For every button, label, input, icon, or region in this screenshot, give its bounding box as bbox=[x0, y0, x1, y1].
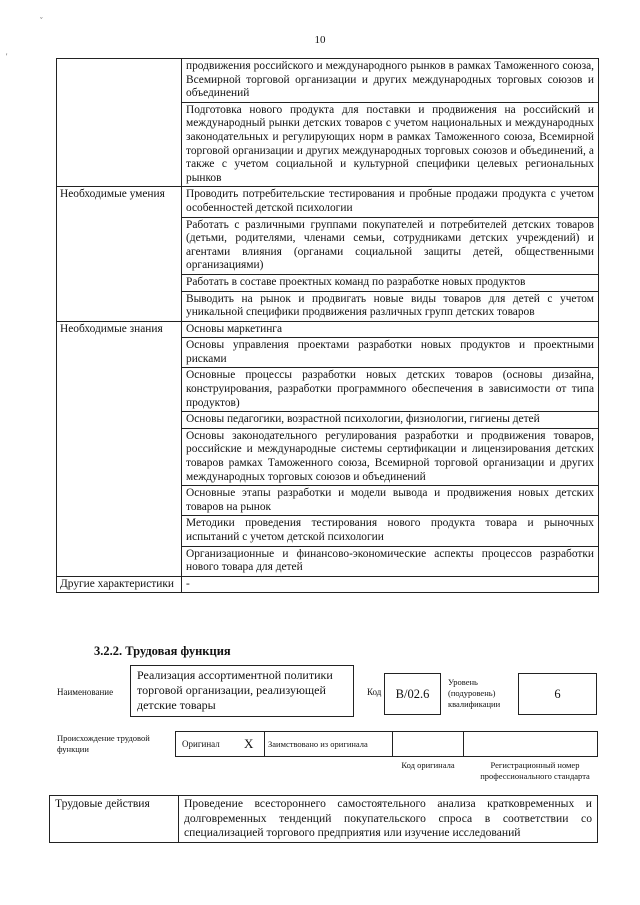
origin-row bbox=[175, 731, 598, 757]
reg-number-caption: Регистрационный номер профессионального стандарта bbox=[480, 760, 590, 781]
level-label: Уровень (подуровень) квалификации bbox=[448, 677, 501, 709]
skills-label: Необходимые умения bbox=[57, 187, 182, 321]
level-box bbox=[518, 673, 597, 715]
labor-actions-table bbox=[49, 795, 598, 843]
other-value: - bbox=[182, 576, 599, 593]
table-cell: Основы законодательного регулирования разработки и продвижения товаров, российские и международные системы сертификации и лицензирования детских товаров рамках Таможенного союза, Всемирной торговой организации и других международных торговых союзов и объединений bbox=[182, 428, 599, 485]
function-name-value: Реализация ассортиментной политики торговой организации, реализующей детские товары bbox=[137, 668, 333, 712]
code-label: Код bbox=[367, 687, 382, 697]
table-row bbox=[57, 576, 599, 593]
code-original-caption: Код оригинала bbox=[401, 760, 455, 770]
code-value: В/02.6 bbox=[395, 687, 430, 701]
table-cell: Основные этапы разработки и модели вывода и продвижения новых детских товаров на рынок bbox=[182, 486, 599, 516]
table-cell: Основы маркетинга bbox=[182, 321, 599, 338]
page-number: 10 bbox=[314, 34, 326, 46]
borrowed-cell bbox=[264, 732, 393, 756]
original-cell bbox=[176, 732, 265, 756]
table-cell: Проводить потребительские тестирования и пробные продажи продукта с учетом особенностей детской психологии bbox=[182, 187, 599, 217]
function-name-box bbox=[130, 665, 354, 717]
original-mark: X bbox=[244, 736, 254, 751]
scan-mark-top: ˇ bbox=[40, 16, 43, 25]
table-cell: Выводить на рынок и продвигать новые виды товаров для детей с учетом уникальной специфики продвижения различных групп детских товаров bbox=[182, 291, 599, 321]
table-cell: Основные процессы разработки новых детских товаров (основы дизайна, конструирования, разработки программного обеспечения в зависимости от типа продуктов) bbox=[182, 368, 599, 412]
table-row bbox=[57, 321, 599, 338]
original-label: Оригинал bbox=[182, 739, 220, 749]
level-value: 6 bbox=[554, 687, 561, 701]
table-cell: Основы управления проектами разработки новых продуктов и проектными рисками bbox=[182, 338, 599, 368]
table-cell: Основы педагогики, возрастной психологии, физиологии, гигиены детей bbox=[182, 412, 599, 429]
actions-text: Проведение всестороннего самостоятельного анализа кратковременных и долговременных тенденций покупательского спроса в соответствии со специализацией торгового предприятия или изучение исследований bbox=[179, 796, 598, 843]
table-row bbox=[57, 59, 599, 103]
other-label: Другие характеристики bbox=[57, 576, 182, 593]
table-row bbox=[50, 796, 598, 843]
table-row bbox=[57, 187, 599, 217]
table-cell: Методики проведения тестирования нового продукта товара и рыночных испытаний с учетом детской психологии bbox=[182, 516, 599, 546]
code-box bbox=[384, 673, 441, 715]
origin-label: Происхождение трудовой функции bbox=[57, 733, 150, 754]
skills-knowledge-table bbox=[56, 58, 599, 593]
borrowed-label: Заимствовано из оригинала bbox=[268, 739, 368, 749]
actions-label: Трудовые действия bbox=[50, 796, 179, 843]
table-cell: продвижения российского и международного рынков в рамках Таможенного союза, Всемирной торговой организации и других международных торговых союзов и объединений bbox=[182, 59, 599, 103]
table-cell: Работать в составе проектных команд по разработке новых продуктов bbox=[182, 274, 599, 291]
section-title: 3.2.2. Трудовая функция bbox=[94, 644, 231, 658]
table-cell: Организационные и финансово-экономические аспекты процессов разработки нового товара для детей bbox=[182, 546, 599, 576]
empty-label-cell bbox=[57, 59, 182, 187]
scan-mark-left: ' bbox=[6, 52, 8, 61]
knowledge-label: Необходимые знания bbox=[57, 321, 182, 576]
table-cell: Работать с различными группами покупателей и потребителей детских товаров (детьми, родителями, членами семьи, сотрудниками детских учреждений) и агентами влияния (органами социальной защиты детей, общественными организациями) bbox=[182, 217, 599, 274]
table-cell: Подготовка нового продукта для поставки и продвижения на российский и международный рынки детских товаров с учетом национальных и международных законодательных и регулирующих норм в рамках Таможенного союза, Всемирной торговой организации и других международных торговых союзов и объединений, а также с учетом социальной и культурной специфики целевых региональных рынков bbox=[182, 102, 599, 187]
name-label: Наименование bbox=[57, 687, 114, 697]
code-original-cell bbox=[392, 732, 464, 756]
reg-number-cell bbox=[464, 732, 597, 756]
